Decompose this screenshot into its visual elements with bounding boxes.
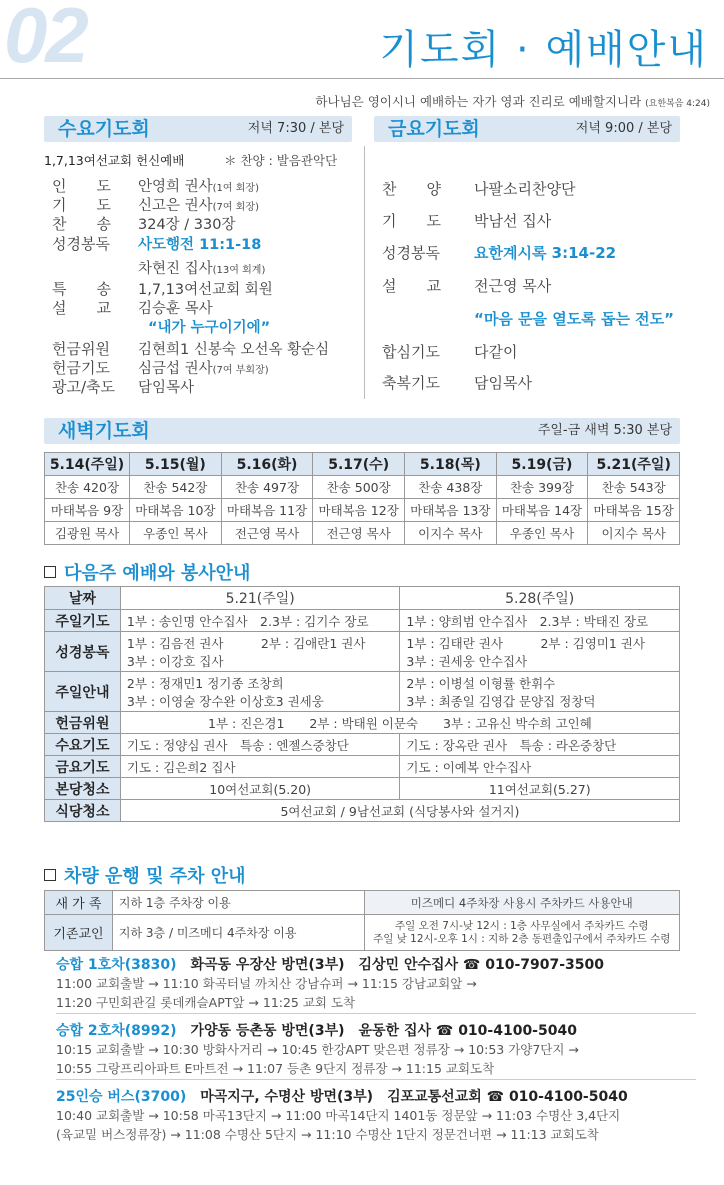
row-label: 성경봉독	[45, 632, 121, 672]
route-divider	[56, 1013, 696, 1014]
dawn-text: 마태복음 15장	[588, 499, 680, 522]
dawn-hymn: 찬송 542장	[130, 476, 222, 499]
row-label: 수요기도	[45, 734, 121, 756]
cell: 1부 : 송인명 안수집사 2.3부 : 김기수 장로	[120, 610, 400, 632]
route-1	[56, 954, 696, 1012]
route-line: 10:15 교회출발 → 10:30 방화사거리 → 10:45 한강APT 맞은편 정류장 → 10:53 가양7단지 →	[56, 1042, 579, 1057]
cell: 11여선교회(5.27)	[400, 778, 680, 800]
cell: 기도 : 정양심 권사 특송 : 엔젤스중창단	[120, 734, 400, 756]
dawn-text: 마태복음 14장	[496, 499, 588, 522]
fri-value: 나팔소리찬양단	[474, 180, 576, 198]
wed-prayer-row	[45, 734, 680, 756]
cell: 1부 : 진은경1 2부 : 박태원 이문숙 3부 : 고유신 박수희 고인혜	[120, 712, 679, 734]
cell: 2부 : 정재민1 정기종 조창희 3부 : 이영술 장수완 이상호3 권세웅	[120, 672, 400, 712]
row-label: 주일안내	[45, 672, 121, 712]
route-line: (육교밑 버스정류장) → 11:08 수명산 5단지 → 11:10 수명산 1단지 정문건너편 → 11:13 교회도착	[56, 1127, 599, 1142]
cell: 기도 : 장옥란 권사 특송 : 라온중창단	[400, 734, 680, 756]
dawn-day: 5.18(목)	[405, 453, 497, 476]
dawn-header	[44, 418, 680, 444]
friday-header	[374, 116, 680, 142]
dawn-text: 마태복음 9장	[45, 499, 130, 522]
cell: 5여선교회 / 9남선교회 (식당봉사와 설거지)	[120, 800, 679, 822]
wed-label: 설 교	[52, 299, 111, 317]
dawn-hymn: 찬송 543장	[588, 476, 680, 499]
wed-label: 헌금기도	[52, 359, 110, 377]
cell: 1부 : 김태란 권사 2부 : 김영미1 권사 3부 : 권세웅 안수집사	[400, 632, 680, 672]
fri-label: 성경봉독	[382, 244, 440, 262]
route-2	[56, 1020, 696, 1078]
wed-scripture: 사도행전 11:1-18	[138, 237, 262, 253]
friday-title: 금요기도회	[388, 118, 480, 140]
row-label: 헌금위원	[45, 712, 121, 734]
wednesday-header	[44, 116, 352, 142]
wed-value: 324장 / 330장	[138, 217, 236, 233]
wed-value: 차현진 집사(13여 회계)	[138, 261, 266, 277]
wed-label: 인 도	[52, 177, 111, 195]
dawn-preacher: 김광원 목사	[45, 522, 130, 545]
sanctuary-cleaning-row	[45, 778, 680, 800]
fri-value: 전근영 목사	[474, 277, 552, 295]
date-2: 5.28(주일)	[400, 587, 680, 610]
row-label: 주일기도	[45, 610, 121, 632]
offering-row	[45, 712, 680, 734]
wednesday-title: 수요기도회	[58, 118, 150, 140]
cell: 10여선교회(5.20)	[120, 778, 400, 800]
dawn-preacher: 우종인 목사	[130, 522, 222, 545]
dawn-day: 5.15(월)	[130, 453, 222, 476]
dawn-day: 5.21(주일)	[588, 453, 680, 476]
route-3	[56, 1086, 696, 1144]
page-number: 02	[4, 0, 87, 79]
cell: 기도 : 김은희2 집사	[120, 756, 400, 778]
title-divider	[0, 78, 724, 79]
wed-value: 신고은 권사(7여 회장)	[138, 198, 259, 214]
wed-label: 찬 송	[52, 215, 111, 233]
dawn-text: 마태복음 10장	[130, 499, 222, 522]
row-label: 날짜	[45, 587, 121, 610]
fri-label: 찬 양	[382, 180, 441, 198]
dawn-hymn: 찬송 497장	[221, 476, 313, 499]
dawn-hymn: 찬송 420장	[45, 476, 130, 499]
dawn-days-row	[45, 453, 680, 476]
dawn-day: 5.17(수)	[313, 453, 405, 476]
row-label: 기존교인	[45, 915, 113, 951]
wed-label: 광고/축도	[52, 378, 116, 396]
reading-row	[45, 632, 680, 672]
usher-row	[45, 672, 680, 712]
cell: 지하 3층 / 미즈메디 4주차장 이용	[112, 915, 364, 951]
fri-label: 합심기도	[382, 343, 440, 361]
dawn-title: 새벽기도회	[58, 420, 150, 442]
dawn-text: 마태복음 12장	[313, 499, 405, 522]
dawn-preacher: 이지수 목사	[405, 522, 497, 545]
parking-heading: 차량 운행 및 주차 안내	[44, 862, 246, 888]
wed-value: 안영희 권사(1여 회장)	[138, 179, 259, 195]
dawn-preacher: 우종인 목사	[496, 522, 588, 545]
date-row	[45, 587, 680, 610]
card-info: 주일 오전 7시-낮 12시 : 1층 사무실에서 주차카드 수령 주일 낮 12시-오후 1시 : 지하 2층 동편출입구에서 주차카드 수령	[364, 915, 680, 951]
next-week-table	[44, 586, 680, 822]
dawn-time: 주일-금 새벽 5:30 본당	[537, 423, 672, 438]
fri-value: 담임목사	[474, 374, 532, 392]
cell: 기도 : 이예복 안수집사	[400, 756, 680, 778]
cell: 1부 : 김음전 권사 2부 : 김애란1 권사 3부 : 이강호 집사	[120, 632, 400, 672]
cell: 2부 : 이병설 이형률 한휘수 3부 : 최종일 김영갑 문양집 정창덕	[400, 672, 680, 712]
checkbox-icon	[44, 869, 56, 881]
dawn-day: 5.16(화)	[221, 453, 313, 476]
wed-value: 김현희1 신봉숙 오선옥 황순심	[138, 342, 330, 358]
quote-ref: (요한복음 4:24)	[645, 99, 710, 109]
fri-label: 설 교	[382, 277, 441, 295]
route-line: 11:00 교회출발 → 11:10 화곡터널 까치산 강남슈퍼 → 11:15 강남교회앞 →	[56, 976, 477, 991]
column-divider	[364, 146, 365, 399]
fri-sermon-title: “마음 문을 열도록 돕는 전도”	[474, 310, 674, 328]
fri-value: 박남선 집사	[474, 212, 552, 230]
dawn-hymn: 찬송 399장	[496, 476, 588, 499]
dawn-text: 마태복음 11장	[221, 499, 313, 522]
wed-label: 특 송	[52, 280, 111, 298]
dawn-preacher: 전근영 목사	[313, 522, 405, 545]
card-title: 미즈메디 4주차장 사용시 주차카드 사용안내	[364, 891, 680, 915]
sunday-prayer-row	[45, 610, 680, 632]
fri-scripture: 요한계시록 3:14-22	[474, 244, 617, 262]
wed-sermon-title: “내가 누구이기에”	[148, 320, 271, 336]
quote-text: 하나님은 영이시니 예배하는 자가 영과 진리로 예배할지니라	[315, 94, 642, 109]
fri-prayer-row	[45, 756, 680, 778]
dawn-hymns-row	[45, 476, 680, 499]
route-line: 10:55 그랑프리아파트 E마트전 → 11:07 등촌 9단지 정류장 → 11:15 교회도착	[56, 1061, 495, 1076]
page-title: 기도회 · 예배안내	[379, 27, 708, 73]
parking-table	[44, 890, 680, 951]
wednesday-subtitle: 1,7,13여선교회 헌신예배	[44, 153, 185, 168]
checkbox-icon	[44, 566, 56, 578]
route-header: 승합 2호차(8992) 가양동 등촌동 방면(3부) 윤동한 집사 ☎ 010-4100-5040	[56, 1023, 577, 1039]
wed-value: 1,7,13여선교회 회원	[138, 282, 273, 298]
dawn-preacher: 전근영 목사	[221, 522, 313, 545]
fri-label: 축복기도	[382, 374, 440, 392]
dawn-hymn: 찬송 500장	[313, 476, 405, 499]
row-label: 금요기도	[45, 756, 121, 778]
friday-time: 저녁 9:00 / 본당	[575, 121, 672, 136]
wednesday-choir: ＊ 찬양 : 발음관악단	[224, 153, 338, 168]
wednesday-time: 저녁 7:30 / 본당	[247, 121, 344, 136]
wed-label: 헌금위원	[52, 340, 110, 358]
route-line: 10:40 교회출발 → 10:58 마곡13단지 → 11:00 마곡14단지 1401동 정문앞 → 11:03 수명산 3,4단지	[56, 1108, 621, 1123]
wed-value: 김승훈 목사	[138, 301, 213, 317]
row-label: 새 가 족	[45, 891, 113, 915]
fri-value: 다같이	[474, 343, 518, 361]
member-row	[45, 915, 680, 951]
row-label: 본당청소	[45, 778, 121, 800]
date-1: 5.21(주일)	[120, 587, 400, 610]
wed-label: 성경봉독	[52, 235, 110, 253]
fri-label: 기 도	[382, 212, 441, 230]
dawn-day: 5.19(금)	[496, 453, 588, 476]
dawn-preachers-row	[45, 522, 680, 545]
new-family-row	[45, 891, 680, 915]
wed-value: 담임목사	[138, 380, 195, 396]
wed-value: 심금섭 권사(7여 부회장)	[138, 361, 269, 377]
dawn-text: 마태복음 13장	[405, 499, 497, 522]
cell: 1부 : 양희범 안수집사 2.3부 : 박태진 장로	[400, 610, 680, 632]
dawn-texts-row	[45, 499, 680, 522]
row-label: 식당청소	[45, 800, 121, 822]
wed-label: 기 도	[52, 196, 111, 214]
route-header: 25인승 버스(3700) 마곡지구, 수명산 방면(3부) 김포교통선교회 ☎ 010-4100-5040	[56, 1089, 628, 1105]
dawn-hymn: 찬송 438장	[405, 476, 497, 499]
dawn-day: 5.14(주일)	[45, 453, 130, 476]
route-line: 11:20 구민회관길 롯데캐슬APT앞 → 11:25 교회 도착	[56, 995, 356, 1010]
next-week-heading: 다음주 예배와 봉사안내	[44, 559, 250, 585]
kitchen-cleaning-row	[45, 800, 680, 822]
cell: 지하 1층 주차장 이용	[112, 891, 364, 915]
scripture-quote	[315, 92, 710, 110]
route-header: 승합 1호차(3830) 화곡동 우장산 방면(3부) 김상민 안수집사 ☎ 010-7907-3500	[56, 957, 605, 973]
dawn-table	[44, 452, 680, 545]
route-divider	[56, 1079, 696, 1080]
dawn-preacher: 이지수 목사	[588, 522, 680, 545]
